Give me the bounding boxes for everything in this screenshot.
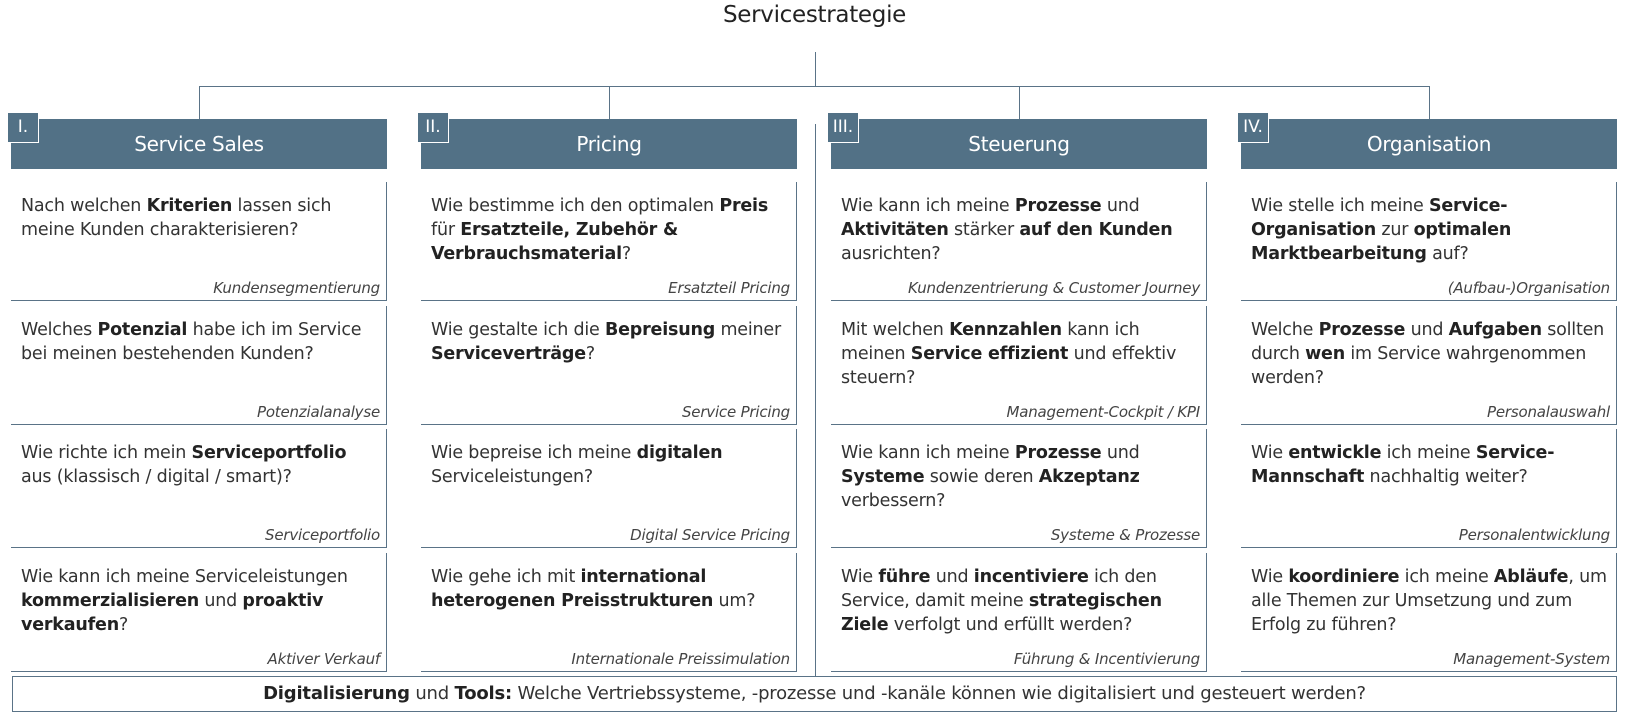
card-topic-label: Kundenzentrierung & Customer Journey — [907, 279, 1200, 297]
column-header: Pricing — [421, 119, 797, 169]
card-topic-label: Digital Service Pricing — [630, 526, 790, 544]
text-run: Wie kann ich meine — [841, 196, 1015, 216]
text-run: ich meine — [1381, 443, 1476, 463]
emphasis-text: Aufgaben — [1448, 320, 1542, 340]
text-run: aus (klassisch / digital / smart)? — [21, 467, 292, 487]
card-question — [431, 318, 788, 366]
emphasis-text: Kriterien — [146, 196, 233, 216]
card-question — [1251, 318, 1608, 390]
card-topic-label: Aktiver Verkauf — [267, 650, 380, 668]
text-run: Wie kann ich meine Serviceleistungen — [21, 567, 348, 587]
card-question — [21, 318, 378, 366]
text-run: stärker — [948, 220, 1020, 240]
question-card — [11, 306, 387, 425]
emphasis-text: Potenzial — [97, 320, 188, 340]
card-question — [21, 194, 378, 242]
emphasis-text: Kennzahlen — [949, 320, 1062, 340]
emphasis-text: koordiniere — [1288, 567, 1400, 587]
emphasis-text: wen — [1305, 344, 1345, 364]
question-card — [1241, 429, 1617, 548]
text-run: ich meine — [1399, 567, 1494, 587]
emphasis-text: Service-Organisation — [1251, 196, 1508, 240]
emphasis-text: Service effizient — [910, 344, 1069, 364]
text-run: Wie gehe ich mit — [431, 567, 581, 587]
card-question — [1251, 565, 1608, 637]
card-topic-label: Serviceportfolio — [265, 526, 380, 544]
card-topic-label: Führung & Incentivierung — [1013, 650, 1200, 668]
card-topic-label: Personalauswahl — [1487, 403, 1610, 421]
text-run: ? — [118, 615, 129, 635]
text-run: kann ich meinen — [841, 320, 1140, 364]
text-run: nachhaltig weiter? — [1364, 467, 1528, 487]
question-card — [831, 182, 1207, 301]
emphasis-text: proaktiv verkaufen — [21, 591, 324, 635]
emphasis-text: Service-Mannschaft — [1251, 443, 1555, 487]
emphasis-text: optimalen Marktbearbeitung — [1251, 220, 1512, 264]
card-topic-label: Service Pricing — [681, 403, 790, 421]
text-run: meiner — [715, 320, 781, 340]
emphasis-text: entwickle — [1288, 443, 1382, 463]
question-card — [1241, 306, 1617, 425]
text-run: Wie — [1251, 567, 1289, 587]
column-header: Steuerung — [831, 119, 1207, 169]
text-run: Welches — [21, 320, 98, 340]
text-run: Nach welchen — [21, 196, 147, 216]
question-card — [11, 182, 387, 301]
column-numeral: II. — [417, 112, 449, 143]
connector-trunk — [815, 52, 816, 86]
text-run: um? — [713, 591, 756, 611]
text-run: Wie — [1251, 443, 1289, 463]
emphasis-text: Aktivitäten — [841, 220, 949, 240]
connector-drop-1 — [199, 86, 200, 119]
question-card — [11, 553, 387, 672]
question-card — [421, 182, 797, 301]
text-run: im Service wahrgenommen werden? — [1251, 344, 1587, 388]
connector-drop-2 — [609, 86, 610, 119]
emphasis-text: Prozesse — [1318, 320, 1406, 340]
column-header: Organisation — [1241, 119, 1617, 169]
text-run: und effektiv steuern? — [841, 344, 1177, 388]
text-run: , um alle Themen zur Umsetzung und zum Erfolg zu führen? — [1251, 567, 1607, 635]
text-run: Welche Vertriebssysteme, -prozesse und -kanäle können wie digitalisiert und gesteuert werden? — [512, 683, 1366, 704]
center-divider — [815, 124, 816, 676]
column-numeral: IV. — [1237, 112, 1269, 143]
question-card — [1241, 182, 1617, 301]
text-run: und — [409, 683, 455, 704]
card-topic-label: Management-System — [1453, 650, 1610, 668]
question-card — [421, 553, 797, 672]
text-run: und — [930, 567, 974, 587]
emphasis-text: Akzeptanz — [1038, 467, 1140, 487]
text-run: ? — [585, 344, 595, 364]
emphasis-text: incentiviere — [973, 567, 1089, 587]
column-numeral: I. — [7, 112, 39, 143]
text-run: verfolgt und erfüllt werden? — [888, 615, 1133, 635]
connector-drop-3 — [1019, 86, 1020, 119]
text-run: lassen sich meine Kunden charakterisieren? — [21, 196, 332, 240]
text-run: zur — [1375, 220, 1414, 240]
emphasis-text: Prozesse — [1014, 443, 1102, 463]
card-question — [841, 194, 1198, 266]
emphasis-text: international heterogenen Preisstrukturen — [431, 567, 714, 611]
text-run: sollten durch — [1251, 320, 1605, 364]
card-topic-label: (Aufbau-)Organisation — [1447, 279, 1610, 297]
text-run: Wie bepreise ich meine — [431, 443, 637, 463]
text-run: Wie — [841, 567, 879, 587]
text-run: und — [1405, 320, 1449, 340]
card-topic-label: Systeme & Prozesse — [1050, 526, 1200, 544]
emphasis-text: digitalen — [636, 443, 723, 463]
question-card — [421, 306, 797, 425]
connector-horizontal — [199, 86, 1430, 87]
text-run: Welche — [1251, 320, 1319, 340]
card-topic-label: Internationale Preissimulation — [571, 650, 790, 668]
text-run: Wie richte ich mein — [21, 443, 192, 463]
card-question — [431, 441, 788, 489]
question-card — [11, 429, 387, 548]
text-run: Wie kann ich meine — [841, 443, 1015, 463]
emphasis-text: Preis — [719, 196, 769, 216]
card-topic-label: Ersatzteil Pricing — [668, 279, 790, 297]
card-topic-label: Personalentwicklung — [1458, 526, 1610, 544]
card-question — [21, 565, 378, 637]
card-question — [21, 441, 378, 489]
text-run: und — [1101, 443, 1140, 463]
emphasis-text: Bepreisung — [604, 320, 716, 340]
emphasis-text: Tools: — [454, 683, 513, 704]
text-run: Wie stelle ich meine — [1251, 196, 1429, 216]
text-run: und — [199, 591, 243, 611]
emphasis-text: Ersatzteile, Zubehör & Verbrauchsmaterial — [431, 220, 679, 264]
text-run: verbessern? — [841, 491, 946, 511]
column-header: Service Sales — [11, 119, 387, 169]
question-card — [831, 553, 1207, 672]
card-topic-label: Management-Cockpit / KPI — [1006, 403, 1200, 421]
text-run: sowie deren — [924, 467, 1039, 487]
emphasis-text: Prozesse — [1014, 196, 1102, 216]
text-run: Mit welchen — [841, 320, 950, 340]
text-run: für — [431, 220, 461, 240]
emphasis-text: strategischen Ziele — [841, 591, 1162, 635]
card-question — [1251, 441, 1608, 489]
card-topic-label: Potenzialanalyse — [256, 403, 380, 421]
text-run: ausrichten? — [841, 244, 941, 264]
text-run: habe ich im Service bei meinen bestehenden Kunden? — [21, 320, 362, 364]
card-question — [431, 565, 788, 613]
text-run: und — [1101, 196, 1140, 216]
text-run: Serviceleistungen? — [431, 467, 593, 487]
text-run: auf? — [1426, 244, 1469, 264]
emphasis-text: Abläufe — [1493, 567, 1569, 587]
question-card — [1241, 553, 1617, 672]
digitalization-footer — [12, 676, 1617, 712]
emphasis-text: kommerzialisieren — [21, 591, 199, 611]
emphasis-text: auf den Kunden — [1019, 220, 1173, 240]
emphasis-text: Serviceverträge — [431, 344, 586, 364]
card-question — [431, 194, 788, 266]
question-card — [831, 429, 1207, 548]
question-card — [421, 429, 797, 548]
card-question — [841, 565, 1198, 637]
text-run: Wie bestimme ich den optimalen — [431, 196, 720, 216]
emphasis-text: Systeme — [841, 467, 925, 487]
emphasis-text: Serviceportfolio — [191, 443, 347, 463]
card-question — [841, 318, 1198, 390]
text-run: ich den Service, damit meine — [841, 567, 1157, 611]
text-run: ? — [621, 244, 631, 264]
column-numeral: III. — [827, 112, 859, 143]
emphasis-text: Digitalisierung — [263, 683, 410, 704]
connector-drop-4 — [1429, 86, 1430, 119]
emphasis-text: führe — [878, 567, 931, 587]
card-question — [841, 441, 1198, 513]
card-topic-label: Kundensegmentierung — [213, 279, 380, 297]
text-run: Wie gestalte ich die — [431, 320, 605, 340]
question-card — [831, 306, 1207, 425]
page-title: Servicestrategie — [722, 2, 907, 28]
card-question — [1251, 194, 1608, 266]
